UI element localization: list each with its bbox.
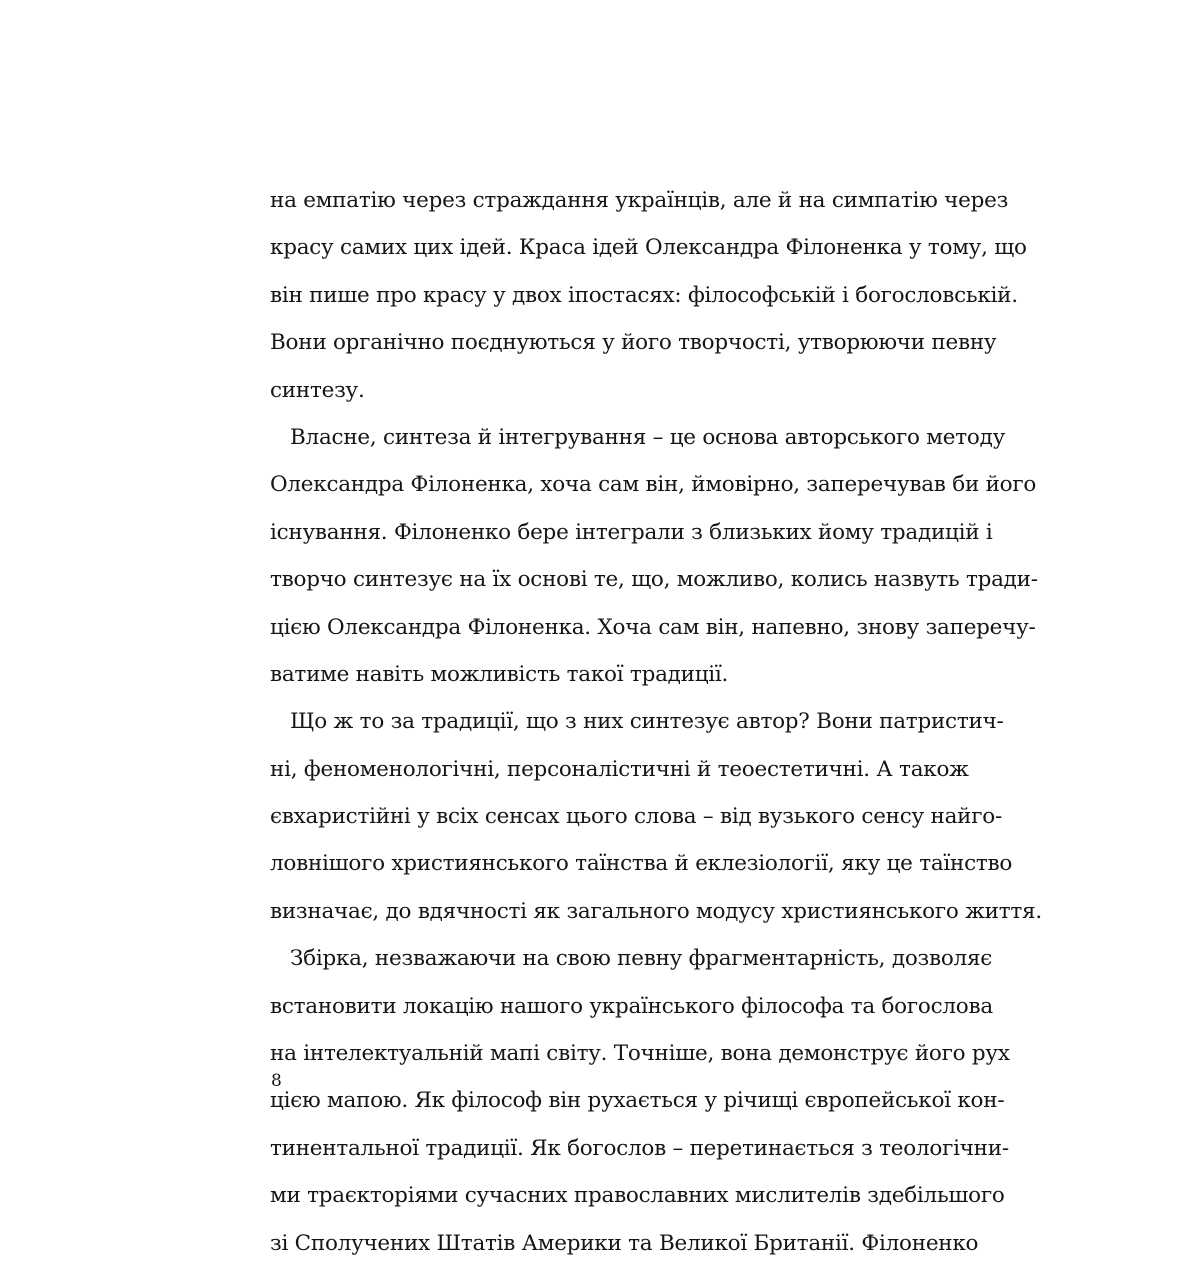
text-line: Збірка, незважаючи на свою певну фрагментарність, дозволяє (290, 946, 993, 972)
text-line: на емпатію через страждання українців, але й на симпатію через (270, 188, 1009, 213)
text-line: ватиме навіть можливість такої традиції. (270, 661, 729, 687)
text-line: Вони органічно поєднуються у його творчості, утворюючи певну (270, 330, 997, 356)
text-line: красу самих цих ідей. Краса ідей Олександра Філоненка у тому, що (270, 235, 1027, 261)
text-line: синтезу. (270, 377, 365, 403)
text-line: євхаристійні у всіх сенсах цього слова – від вузького сенсу найго- (270, 804, 1002, 830)
text-line: ні, феноменологічні, персоналістичні й теоестетичні. А також (270, 756, 969, 782)
text-line: він пише про красу у двох іпостасях: філософській і богословській. (270, 282, 1018, 308)
text-line: зі Сполучених Штатів Америки та Великої Британії. Філоненко (270, 1230, 979, 1256)
text-line: Що ж то за традиції, що з них синтезує автор? Вони патристич- (290, 709, 1004, 735)
text-line: тинентальної традиції. Як богослов – перетинається з теологічни- (270, 1135, 1009, 1161)
text-line: визначає, до вдячності як загального модусу християнського життя. (270, 898, 1042, 924)
body-text (270, 177, 1042, 1267)
text-line: творчо синтезує на їх основі те, що, можливо, колись назвуть тради- (270, 567, 1038, 593)
text-line: ловнішого християнського таїнства й еклезіології, яку це таїнство (270, 851, 1013, 877)
text-line: існування. Філоненко бере інтеграли з близьких йому традицій і (270, 519, 993, 545)
text-line: цією Олександра Філоненка. Хоча сам він, напевно, знову заперечу- (270, 614, 1036, 640)
page-number: 8 (271, 1071, 282, 1091)
text-line: Олександра Філоненка, хоча сам він, ймовірно, заперечував би його (270, 472, 1037, 498)
text-line: Власне, синтеза й інтегрування – це основа авторського методу (290, 424, 1005, 450)
text-line: цією мапою. Як філософ він рухається у річищі європейської кон- (270, 1088, 1005, 1114)
text-line: на інтелектуальній мапі світу. Точніше, вона демонструє його рух (270, 1041, 1010, 1067)
text-line: ми траєкторіями сучасних православних мислителів здебільшого (270, 1183, 1005, 1209)
text-line: встановити локацію нашого українського філософа та богослова (270, 993, 993, 1019)
